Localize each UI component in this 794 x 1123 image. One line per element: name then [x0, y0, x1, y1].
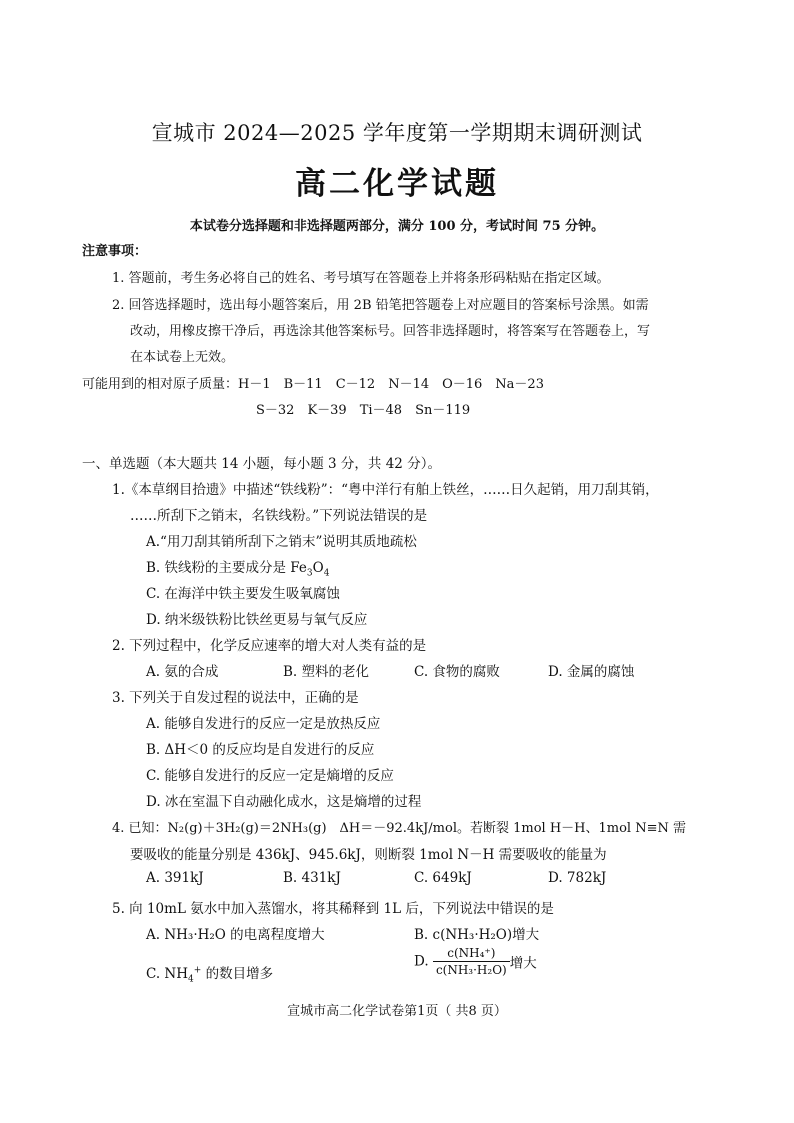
notice-item-2-line-2: 改动，用橡皮擦干净后，再选涂其他答案标号。回答非选择题时，将答案写在答题卷上，写 [130, 324, 651, 339]
q4-stem-line-2: 要吸收的能量分别是 436kJ、945.6kJ，则断裂 1mol N－H 需要吸收的能量为 [130, 847, 607, 863]
q1-stem-line-1: 1.《本草纲目拾遗》中描述“铁线粉”：“粤中洋行有舶上铁丝，……日久起销，用刀刮其销， [112, 482, 659, 498]
q3-option-c: C. 能够自发进行的反应一定是熵增的反应 [146, 768, 394, 784]
notice-item-2-line-1: 2. 回答选择题时，选出每小题答案后，用 2B 铅笔把答题卷上对应题目的答案标号涂黑。如需 [112, 298, 649, 313]
q3-option-d: D. 冰在室温下自动融化成水，这是熵增的过程 [146, 794, 422, 810]
q5-d-fraction [433, 945, 510, 978]
q4-stem-line-1: 4. 已知：N₂(g)＋3H₂(g)＝2NH₃(g) ΔH＝－92.4kJ/mol。若断裂 1mol H－H、1mol N≡N 需 [112, 821, 686, 836]
subject-title: 高二化学试题 [295, 166, 499, 202]
q5-option-a: A. NH₃·H₂O 的电离程度增大 [146, 927, 325, 943]
q1-stem-line-2: ……所刮下之销末，名铁线粉。”下列说法错误的是 [130, 508, 428, 524]
atomic-mass-line-2: S－32 K－39 Ti－48 Sn－119 [256, 403, 471, 418]
q2-option-d: D. 金属的腐蚀 [548, 664, 635, 680]
exam-intro: 本试卷分选择题和非选择题两部分，满分 100 分，考试时间 75 分钟。 [189, 219, 605, 234]
q3-option-b: B. ΔH＜0 的反应均是自发进行的反应 [146, 742, 375, 758]
notice-heading: 注意事项： [82, 244, 148, 259]
exam-title: 宣城市 2024—2025 学年度第一学期期末调研测试 [151, 121, 643, 145]
q2-option-a: A. 氨的合成 [146, 664, 219, 680]
notice-item-1: 1. 答题前，考生务必将自己的姓名、考号填写在答题卷上并将条形码粘贴在指定区域。 [112, 271, 610, 286]
q1-option-b: B. 铁线粉的主要成分是 $Fe_3O_4$ [146, 560, 330, 579]
q5-d-numerator: c(NH₄⁺) [433, 945, 510, 962]
q1-option-a: A.“用刀刮其销所刮下之销末”说明其质地疏松 [146, 534, 417, 550]
q4-option-a: A. 391kJ [146, 870, 204, 886]
q2-option-b: B. 塑料的老化 [283, 664, 370, 680]
q3-stem: 3. 下列关于自发过程的说法中，正确的是 [112, 690, 359, 706]
atomic-mass-line-1: 可能用到的相对原子质量：H－1 B－11 C－12 N－14 O－16 Na－23 [82, 377, 544, 392]
page-footer: 宣城市高二化学试卷第1页（ 共8 页） [287, 1004, 507, 1019]
notice-item-2-line-3: 在本试卷上无效。 [130, 350, 235, 365]
q5-option-c: C. $NH_4^+$ 的数目增多 [146, 965, 274, 985]
q4-option-d: D. 782kJ [548, 870, 607, 886]
q5-d-denominator: c(NH₃·H₂O) [435, 963, 507, 977]
q5-option-d: D. $\frac{\text{c(NH₄⁺)}}{\text{c(NH₃·H₂O)}}$ 增大 [414, 946, 537, 977]
q5-stem: 5. 向 10mL 氨水中加入蒸馏水，将其稀释到 1L 后，下列说法中错误的是 [112, 901, 554, 917]
q2-option-c: C. 食物的腐败 [414, 664, 500, 680]
section-1-heading: 一、单选题（本大题共 14 小题，每小题 3 分，共 42 分）。 [82, 456, 441, 472]
q4-option-c: C. 649kJ [414, 870, 472, 886]
q2-stem: 2. 下列过程中，化学反应速率的增大对人类有益的是 [112, 638, 427, 654]
q4-option-b: B. 431kJ [283, 870, 341, 886]
q1-option-d: D. 纳米级铁粉比铁丝更易与氧气反应 [146, 612, 368, 628]
q5-option-b: B. c(NH₃·H₂O)增大 [414, 927, 540, 943]
q1-option-c: C. 在海洋中铁主要发生吸氧腐蚀 [146, 586, 340, 602]
q3-option-a: A. 能够自发进行的反应一定是放热反应 [146, 716, 381, 732]
